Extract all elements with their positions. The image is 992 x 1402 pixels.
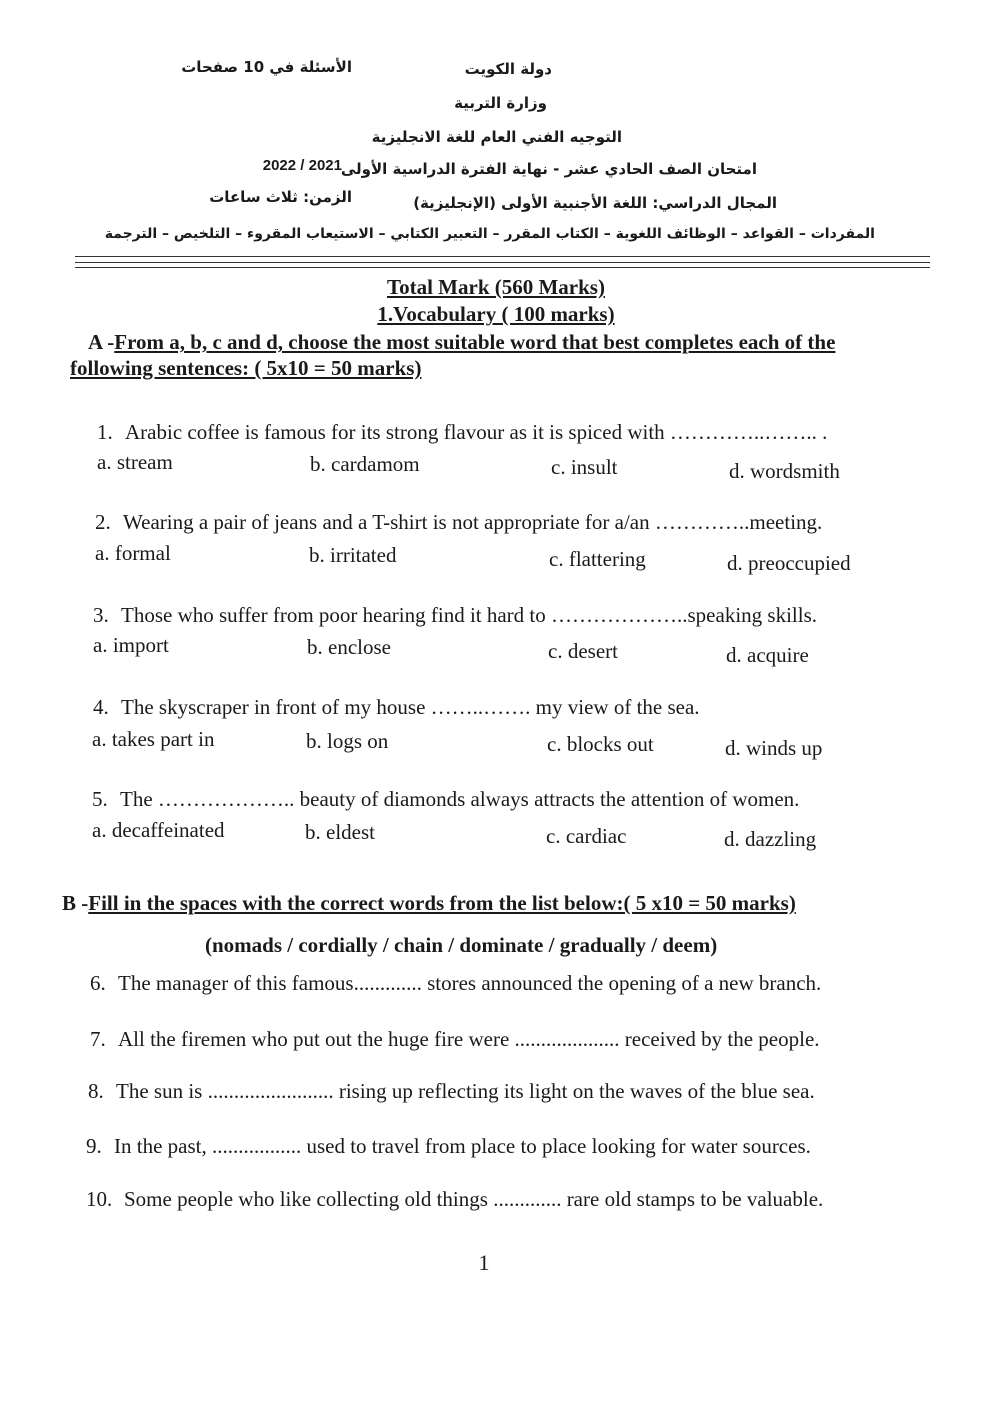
question-number: 10.	[86, 1187, 113, 1211]
part-a-prefix: A -	[88, 330, 115, 354]
question-text: Arabic coffee is famous for its strong flavour as it is spiced with …………..…….. .	[125, 420, 828, 444]
question-number: 7.	[90, 1027, 106, 1051]
total-mark: Total Mark (560 Marks)	[387, 275, 605, 299]
part-b-instruction-text: Fill in the spaces with the correct words from the list below:( 5 x10 = 50 marks)	[88, 891, 796, 915]
header-exam-title: امتحان الصف الحادي عشر - نهاية الفترة الدراسية الأولى	[340, 160, 757, 178]
part-b-prefix: B -	[62, 891, 89, 915]
option-c: c. insult	[551, 455, 618, 479]
question-8	[88, 1079, 815, 1104]
option-a: a. decaffeinated	[92, 818, 225, 842]
question-number: 9.	[86, 1134, 102, 1158]
option-c: c. desert	[548, 639, 618, 663]
part-b-instruction	[62, 891, 796, 916]
question-number: 6.	[90, 971, 106, 995]
option-d: d. wordsmith	[729, 459, 840, 483]
header-country: دولة الكويت	[464, 60, 552, 78]
question-10	[86, 1187, 823, 1212]
question-number: 4.	[93, 695, 109, 719]
option-b: b. enclose	[307, 635, 391, 659]
option-d: d. acquire	[726, 643, 809, 667]
question-7	[90, 1027, 820, 1052]
header-divider	[75, 262, 930, 263]
header-ministry: وزارة التربية	[454, 94, 547, 112]
option-c: c. flattering	[549, 547, 646, 571]
question-number: 2.	[95, 510, 111, 534]
page-number: 1	[478, 1250, 490, 1275]
option-a: a. import	[93, 633, 169, 657]
question-6	[90, 971, 821, 996]
question-text: Those who suffer from poor hearing find it hard to ………………..speaking skills.	[121, 603, 818, 627]
question-text: All the firemen who put out the huge fire were .................... received by the people.	[118, 1027, 820, 1051]
question-number: 8.	[88, 1079, 104, 1103]
option-b: b. irritated	[309, 543, 397, 567]
header-divider	[75, 256, 930, 257]
part-a-instruction-line1: From a, b, c and d, choose the most suitable word that best completes each of the	[114, 330, 836, 354]
question-number: 3.	[93, 603, 109, 627]
header-divider	[75, 267, 930, 268]
question-text: The manager of this famous............. stores announced the opening of a new branch.	[118, 971, 822, 995]
question-number: 1.	[97, 420, 113, 444]
header-year: 2022 / 2021	[262, 157, 342, 174]
section-title: 1.Vocabulary ( 100 marks)	[377, 302, 615, 326]
question-9	[86, 1134, 811, 1159]
header-time: الزمن: ثلاث ساعات	[209, 188, 352, 206]
header-pages-note: الأسئلة في 10 صفحات	[181, 58, 352, 76]
option-c: c. cardiac	[546, 824, 627, 848]
option-d: d. winds up	[725, 736, 823, 760]
question-text: In the past, ................. used to travel from place to place looking for water sources.	[114, 1134, 811, 1158]
header-department: التوجيه الفني العام للغة الانجليزية	[371, 128, 622, 146]
question-number: 5.	[92, 787, 108, 811]
question-text: The skyscraper in front of my house ……..……. my view of the sea.	[121, 695, 700, 719]
part-a-instruction	[88, 330, 835, 355]
option-a: a. stream	[97, 450, 173, 474]
option-d: d. dazzling	[724, 827, 817, 851]
question-text: The sun is ........................ rising up reflecting its light on the waves of the blue sea.	[116, 1079, 815, 1103]
question-text: Some people who like collecting old things ............. rare old stamps to be valuable.	[124, 1187, 824, 1211]
question-text: The ……………….. beauty of diamonds always attracts the attention of women.	[120, 787, 800, 811]
option-a: a. formal	[95, 541, 171, 565]
option-b: b. cardamom	[310, 452, 420, 476]
option-a: a. takes part in	[92, 727, 215, 751]
part-a-instruction-line2: following sentences: ( 5x10 = 50 marks)	[70, 356, 422, 380]
option-b: b. eldest	[305, 820, 375, 844]
option-b: b. logs on	[306, 729, 389, 753]
option-d: d. preoccupied	[727, 551, 851, 575]
word-list: (nomads / cordially / chain / dominate / gradually / deem)	[205, 933, 718, 957]
header-sections: المفردات – القواعد – الوظائف اللغوية – الكتاب المقرر – التعبير الكتابي – الاستيعاب المقروء – التلخيص – الترجمة	[104, 226, 875, 242]
header-subject: المجال الدراسي: اللغة الأجنبية الأولى (الإنجليزية)	[413, 194, 777, 212]
option-c: c. blocks out	[547, 732, 654, 756]
question-text: Wearing a pair of jeans and a T-shirt is not appropriate for a/an …………..meeting.	[123, 510, 823, 534]
